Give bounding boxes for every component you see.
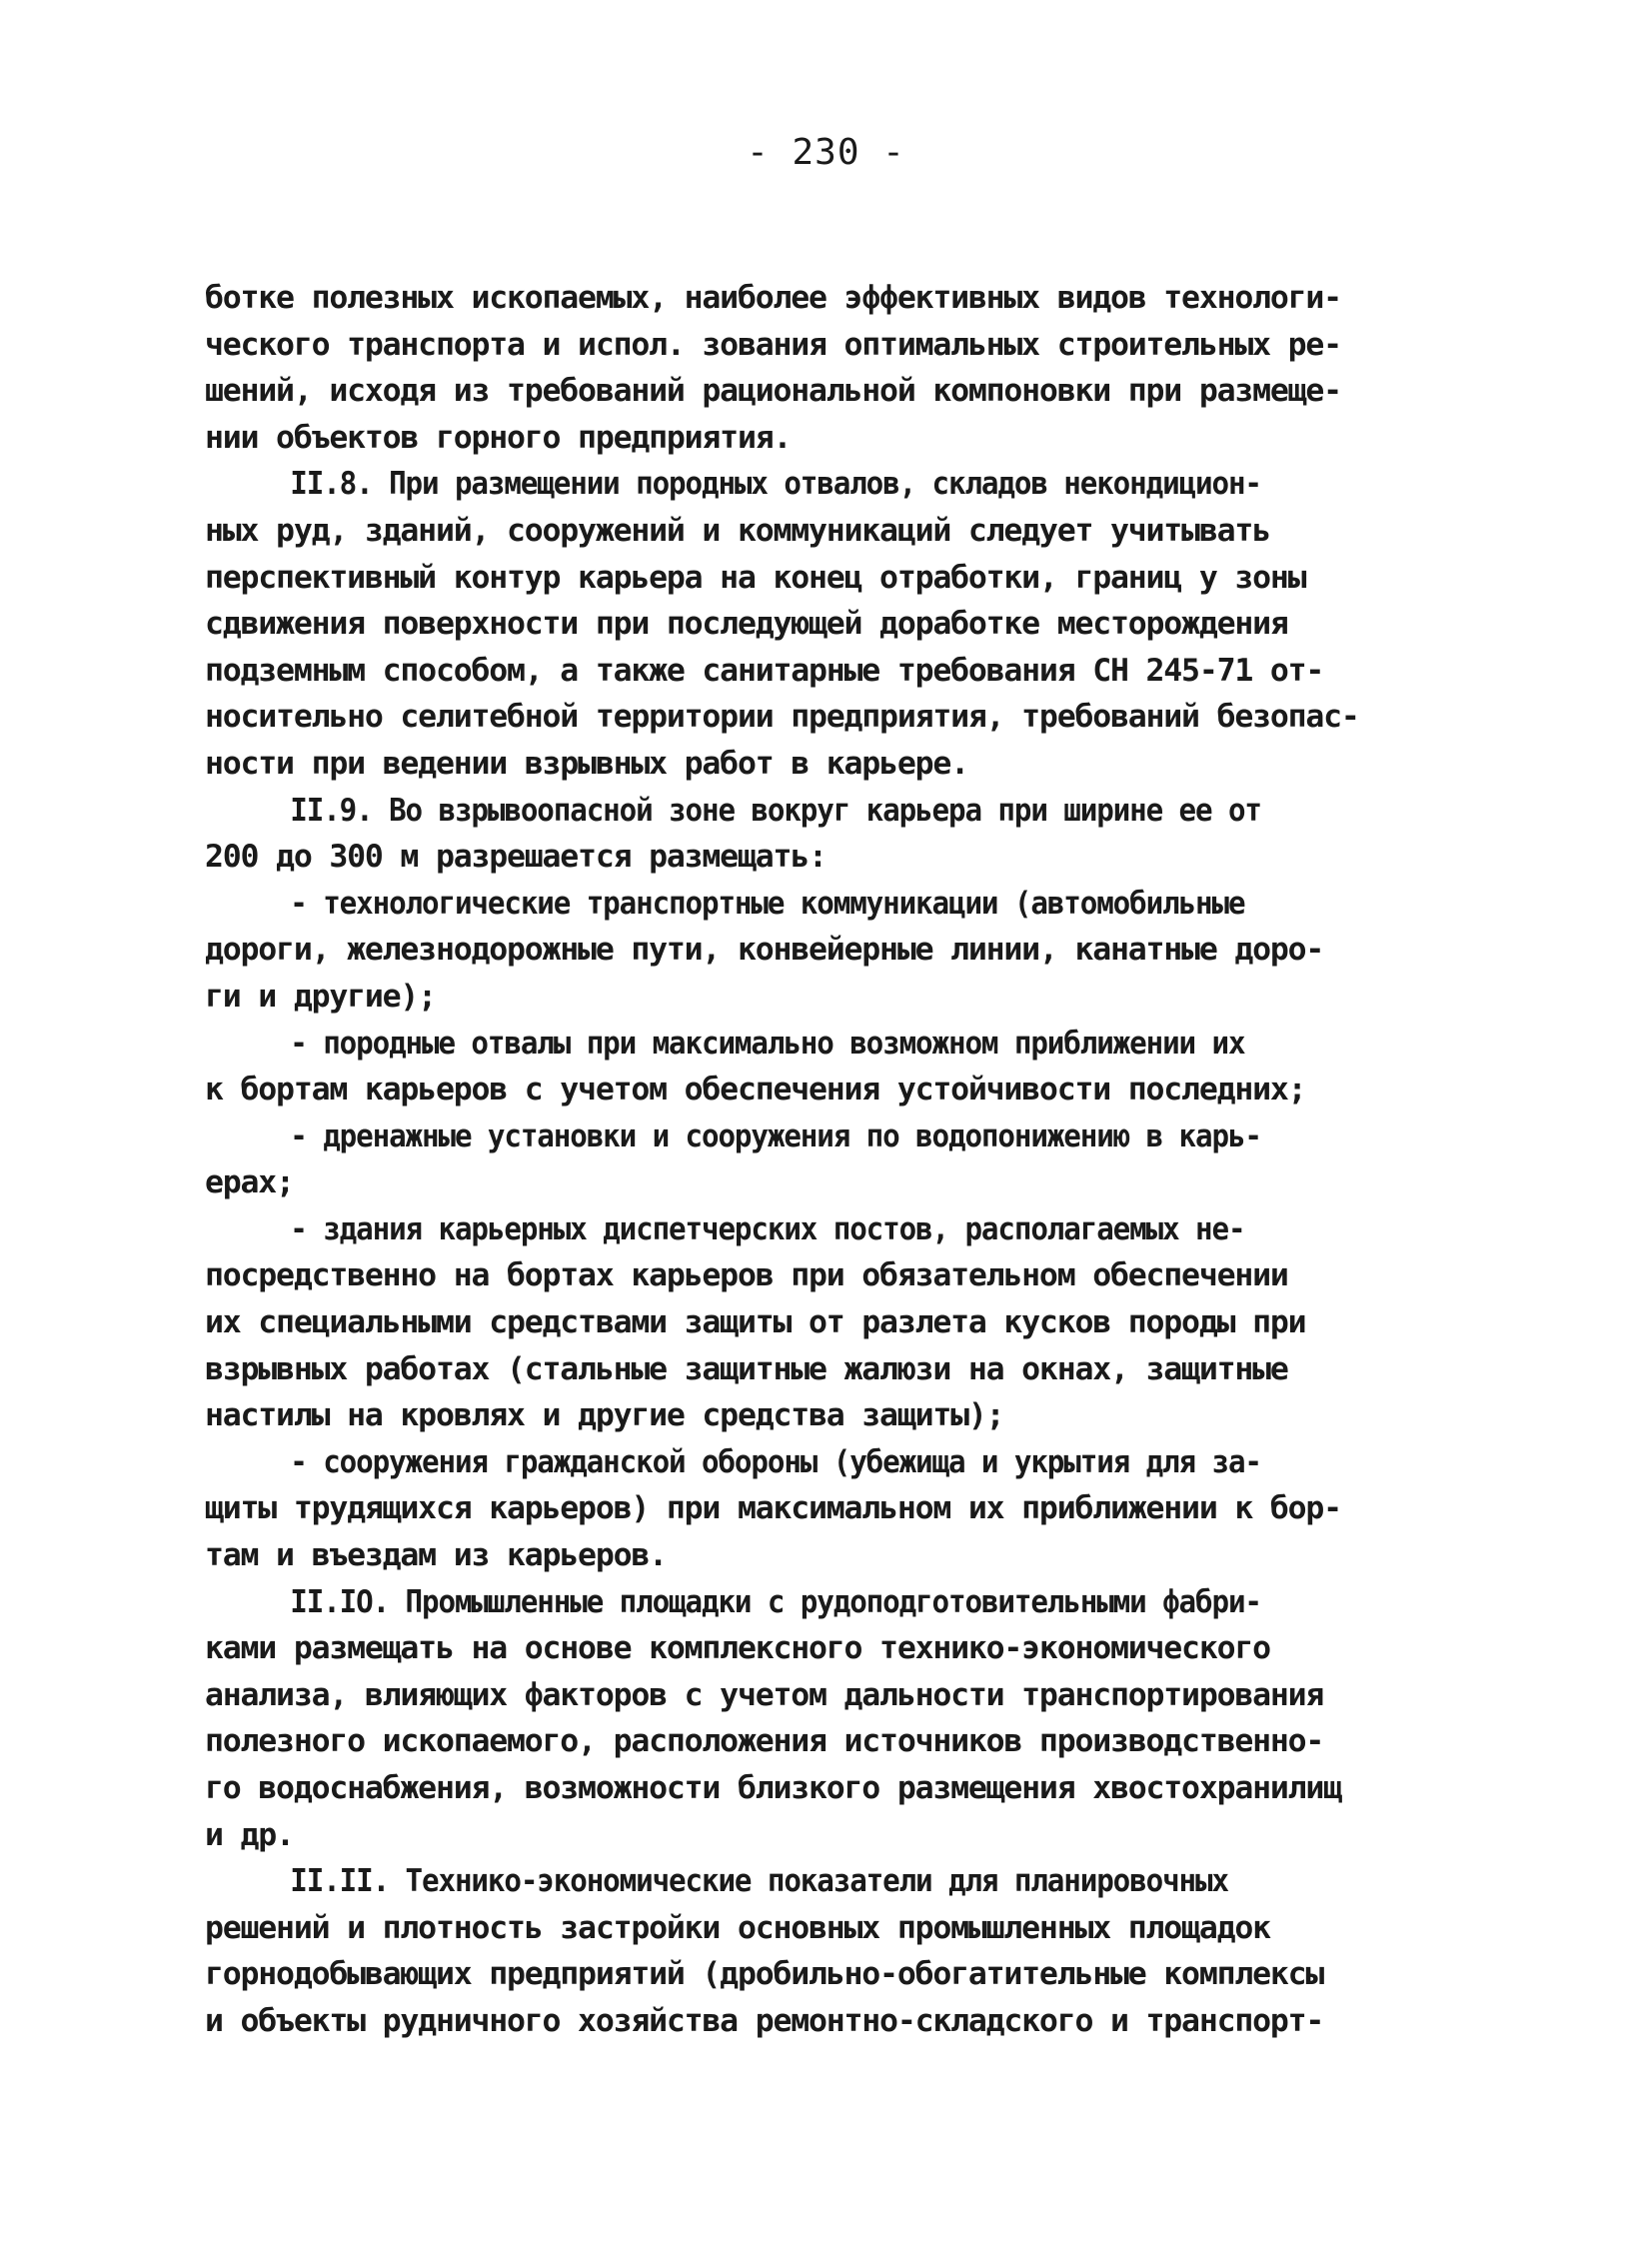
text-line: ных руд, зданий, сооружений и коммуникаций следует учитывать	[205, 512, 1270, 549]
text-line: II.9. Во взрывоопасной зоне вокруг карьера при ширине ее от	[290, 792, 1261, 829]
text-line: го водоснабжения, возможности близкого размещения хвостохранилищ	[205, 1770, 1341, 1806]
text-line: перспективный контур карьера на конец отработки, границ у зоны	[205, 559, 1306, 596]
page-number: - 230 -	[747, 132, 905, 173]
text-line: сдвижения поверхности при последующей доработке месторождения	[205, 606, 1288, 643]
text-line: 200 до 300 м разрешается размещать:	[205, 839, 826, 876]
text-line: - дренажные установки и сооружения по водопонижению в карь-	[290, 1118, 1261, 1154]
text-line: взрывных работах (стальные защитные жалюзи на окнах, защитные	[205, 1350, 1288, 1387]
text-line: - породные отвалы при максимально возможном приближении их	[290, 1025, 1245, 1062]
text-line: полезного ископаемого, расположения источников производственно-	[205, 1723, 1324, 1760]
text-line: ерах;	[205, 1164, 294, 1201]
text-line: II.8. При размещении породных отвалов, складов некондицион-	[290, 466, 1261, 503]
text-line: щиты трудящихся карьеров) при максимальном их приближении к бор-	[205, 1490, 1341, 1527]
text-line: посредственно на бортах карьеров при обязательном обеспечении	[205, 1257, 1288, 1294]
text-line: и др.	[205, 1816, 294, 1853]
text-line: и объекты рудничного хозяйства ремонтно-складского и транспорт-	[205, 2002, 1324, 2039]
text-line: настилы на кровлях и другие средства защиты);	[205, 1397, 1004, 1434]
text-line: ческого транспорта и испол. зования оптимальных строительных ре-	[205, 326, 1341, 363]
text-line: носительно селитебной территории предприятия, требований безопас-	[205, 699, 1359, 736]
document-body	[205, 275, 1464, 2045]
text-line: ги и другие);	[205, 978, 436, 1015]
text-line: ками размещать на основе комплексного технико-экономического	[205, 1630, 1270, 1667]
text-line: ности при ведении взрывных работ в карьере.	[205, 745, 968, 782]
text-line: дороги, железнодорожные пути, конвейерные линии, канатные доро-	[205, 932, 1324, 969]
text-line: - здания карьерных диспетчерских постов, располагаемых не-	[290, 1210, 1245, 1247]
text-line: II.IO. Промышленные площадки с рудоподготовительными фабри-	[290, 1583, 1261, 1620]
text-line: там и въездам из карьеров.	[205, 1537, 667, 1574]
text-line: шений, исходя из требований рациональной компоновки при размеще-	[205, 373, 1341, 410]
text-line: горнодобывающих предприятий (дробильно-обогатительные комплексы	[205, 1956, 1324, 1993]
text-line: их специальными средствами защиты от разлета кусков породы при	[205, 1304, 1306, 1341]
text-line: нии объектов горного предприятия.	[205, 419, 792, 456]
text-line: - технологические транспортные коммуникации (автомобильные	[290, 885, 1245, 922]
text-line: решений и плотность застройки основных промышленных площадок	[205, 1909, 1270, 1946]
text-line: к бортам карьеров с учетом обеспечения устойчивости последних;	[205, 1072, 1306, 1109]
text-line: ботке полезных ископаемых, наиболее эффективных видов технологи-	[205, 280, 1341, 316]
text-line: II.II. Технико-экономические показатели для планировочных	[290, 1863, 1228, 1900]
text-line: анализа, влияющих факторов с учетом дальности транспортирования	[205, 1676, 1324, 1713]
text-line: - сооружения гражданской обороны (убежища и укрытия для за-	[290, 1443, 1261, 1480]
text-line: подземным способом, а также санитарные требования СН 245-71 от-	[205, 652, 1324, 689]
